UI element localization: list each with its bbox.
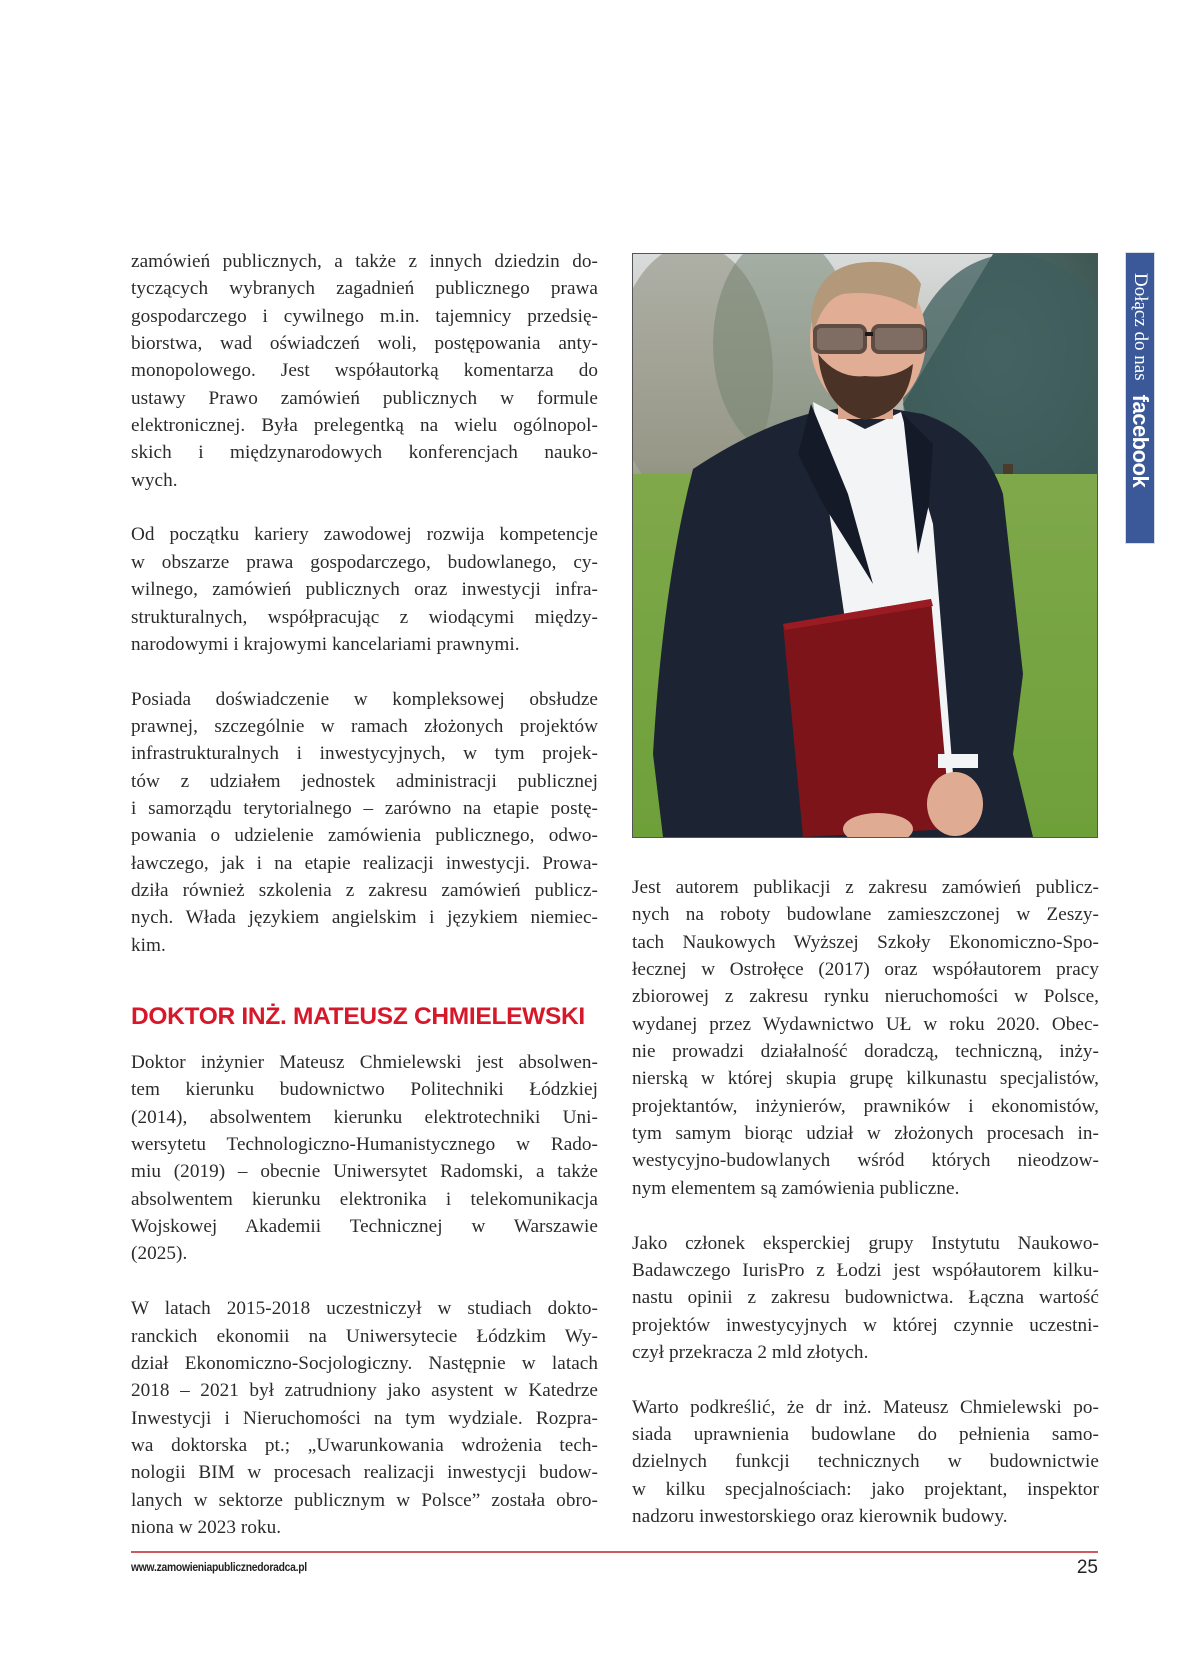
text-line: narodowymi i krajowymi kancelariami prawnymi. — [131, 633, 520, 655]
text-line: wydanej przez Wydawnictwo UŁ w roku 2020. Obec- — [632, 1013, 1099, 1035]
text-line: lanych w sektorze publicznym w Polsce” została obro- — [131, 1489, 598, 1511]
text-line: ustawy Prawo zamówień publicznych w formule — [131, 387, 598, 409]
text-line: Inwestycji i Nieruchomości na tym wydziale. Rozpra- — [131, 1407, 598, 1429]
text-line: ławczego, jak i na etapie realizacji inwestycji. Prowa- — [131, 852, 598, 874]
text-line: Jako członek eksperckiej grupy Instytutu Naukowo- — [632, 1232, 1099, 1254]
section-heading: DOKTOR INŻ. MATEUSZ CHMIELEWSKI — [131, 1003, 585, 1031]
text-line: biorstwa, wad oświadczeń woli, postępowania anty- — [131, 333, 598, 355]
paragraph-education — [131, 1049, 598, 1268]
text-line: Od początku kariery zawodowej rozwija kompetencje — [131, 524, 598, 546]
footer-website-link[interactable]: www.zamowieniapublicznedoradca.pl — [131, 1562, 307, 1574]
paragraph-bio-intro — [131, 248, 598, 494]
text-line: dział Ekonomiczno-Socjologiczny. Następnie w latach — [131, 1352, 598, 1374]
text-line: nadzoru inwestorskiego oraz kierownik budowy. — [632, 1506, 1008, 1527]
text-line: ranckich ekonomii na Uniwersytecie Łódzkim Wy- — [131, 1325, 598, 1347]
text-line: gospodarczego i cywilnego m.in. tajemnicy przedsię- — [131, 305, 598, 327]
text-line: Jest autorem publikacji z zakresu zamówień publicz- — [632, 877, 1099, 898]
text-line: Warto podkreślić, że dr inż. Mateusz Chmielewski po- — [632, 1396, 1099, 1418]
text-line: zamówień publicznych, a także z innych dziedzin do- — [131, 251, 598, 272]
text-line: (2014), absolwentem kierunku elektrotechniki Uni- — [131, 1106, 598, 1128]
text-line: tyczących wybranych zagadnień publicznego prawa — [131, 278, 598, 300]
paragraph-career — [131, 521, 598, 658]
page-number: 25 — [1076, 1557, 1098, 1578]
text-line: prawnej, szczególnie w ramach złożonych projektów — [131, 715, 598, 737]
text-line: tów z udziałem jednostek administracji publicznej — [131, 770, 598, 792]
text-line: nastu opinii z zakresu budownictwa. Łączna wartość — [632, 1287, 1099, 1309]
text-line: czył przekracza 2 mld złotych. — [632, 1341, 869, 1363]
text-line: wersytetu Technologiczno-Humanistycznego w Rado- — [131, 1134, 598, 1156]
text-line: absolwentem kierunku elektronika i telekomunikacja — [131, 1188, 598, 1210]
footer-divider — [131, 1551, 1098, 1553]
paragraph-publications — [632, 874, 1099, 1202]
text-line: tach Naukowych Wyższej Szkoły Ekonomiczno-Spo- — [632, 931, 1099, 953]
text-line: skich i międzynarodowych konferencjach nauko- — [131, 442, 598, 464]
text-line: w obszarze prawa gospodarczego, budowlanego, cy- — [131, 551, 598, 573]
text-line: westycyjno-budowlanych wśród których nieodzow- — [632, 1150, 1099, 1172]
text-line: elektronicznej. Była prelegentką na wielu ogólnopol- — [131, 415, 598, 437]
text-line: (2025). — [131, 1243, 188, 1265]
left-column — [131, 248, 598, 1541]
text-line: dziła również szkolenia z zakresu zamówień publicz- — [131, 880, 598, 901]
text-line: miu (2019) – obecnie Uniwersytet Radomski, a także — [131, 1161, 598, 1183]
paragraph-experience — [131, 686, 598, 959]
text-line: kim. — [131, 934, 166, 956]
text-line: infrastrukturalnych i inwestycyjnych, w tym projek- — [131, 743, 598, 765]
portrait-photo — [632, 253, 1098, 838]
text-line: tym samym biorąc udział w złożonych procesach in- — [632, 1123, 1099, 1145]
text-line: projektów inwestycyjnych w której czynnie uczestni- — [632, 1314, 1099, 1336]
text-line: Doktor inżynier Mateusz Chmielewski jest absolwen- — [131, 1052, 598, 1074]
text-line: w kilku specjalnościach: jako projektant, inspektor — [632, 1478, 1099, 1500]
text-line: 2018 – 2021 był zatrudniony jako asystent w Katedrze — [131, 1380, 598, 1402]
paragraph-doctorate — [131, 1295, 598, 1541]
text-line: łecznej w Ostrołęce (2017) oraz współautorem pracy — [632, 959, 1099, 981]
text-line: wa doktorska pt.; „Uwarunkowania wdrożenia tech- — [131, 1434, 598, 1456]
text-line: powania o udzielenie zamówienia publicznego, odwo- — [131, 825, 598, 847]
text-line: niona w 2023 roku. — [131, 1516, 282, 1538]
text-line: i samorządu terytorialnego – zarówno na etapie postę- — [131, 797, 598, 819]
facebook-join-tab[interactable] — [1125, 252, 1155, 544]
paragraph-qualifications — [632, 1394, 1099, 1531]
text-line: nologii BIM w procesach realizacji inwestycji budow- — [131, 1462, 598, 1484]
text-line: nych. Włada językiem angielskim i językiem niemiec- — [131, 907, 598, 929]
text-line: tem kierunku budownictwo Politechniki Łódzkiej — [131, 1079, 598, 1101]
text-line: W latach 2015-2018 uczestniczył w studiach dokto- — [131, 1298, 598, 1320]
text-line: wych. — [131, 469, 178, 491]
text-line: dzielnych funkcji technicznych w budownictwie — [632, 1451, 1099, 1473]
text-line: zbiorowej z zakresu rynku nieruchomości w Polsce, — [632, 986, 1099, 1008]
text-line: siada uprawnienia budowlane do pełnienia samo- — [632, 1423, 1099, 1445]
text-line: wilnego, zamówień publicznych oraz inwestycji infra- — [131, 579, 598, 601]
text-line: nym elementem są zamówienia publiczne. — [632, 1177, 960, 1199]
text-line: nie prowadzi działalność doradczą, techniczną, inży- — [632, 1041, 1099, 1063]
paragraph-iurispro — [632, 1230, 1099, 1367]
text-line: monopolowego. Jest współautorką komentarza do — [131, 360, 598, 382]
facebook-icon: facebook — [1128, 394, 1153, 488]
text-line: Posiada doświadczenie w kompleksowej obsłudze — [131, 688, 598, 710]
text-line: nych na roboty budowlane zamieszczonej w Zeszy- — [632, 904, 1099, 926]
portrait-illustration — [633, 254, 1097, 837]
text-line: Wojskowej Akademii Technicznej w Warszawie — [131, 1216, 598, 1238]
facebook-join-label: Dołącz do nas — [1130, 273, 1151, 381]
text-line: projektantów, inżynierów, prawników i ekonomistów, — [632, 1095, 1099, 1117]
text-line: Badawczego IurisPro z Łodzi jest współautorem kilku- — [632, 1259, 1099, 1281]
right-column — [632, 874, 1099, 1530]
text-line: strukturalnych, współpracując z wiodącymi między- — [131, 606, 598, 628]
text-line: nierską w której skupia grupę kilkunastu specjalistów, — [632, 1068, 1099, 1090]
